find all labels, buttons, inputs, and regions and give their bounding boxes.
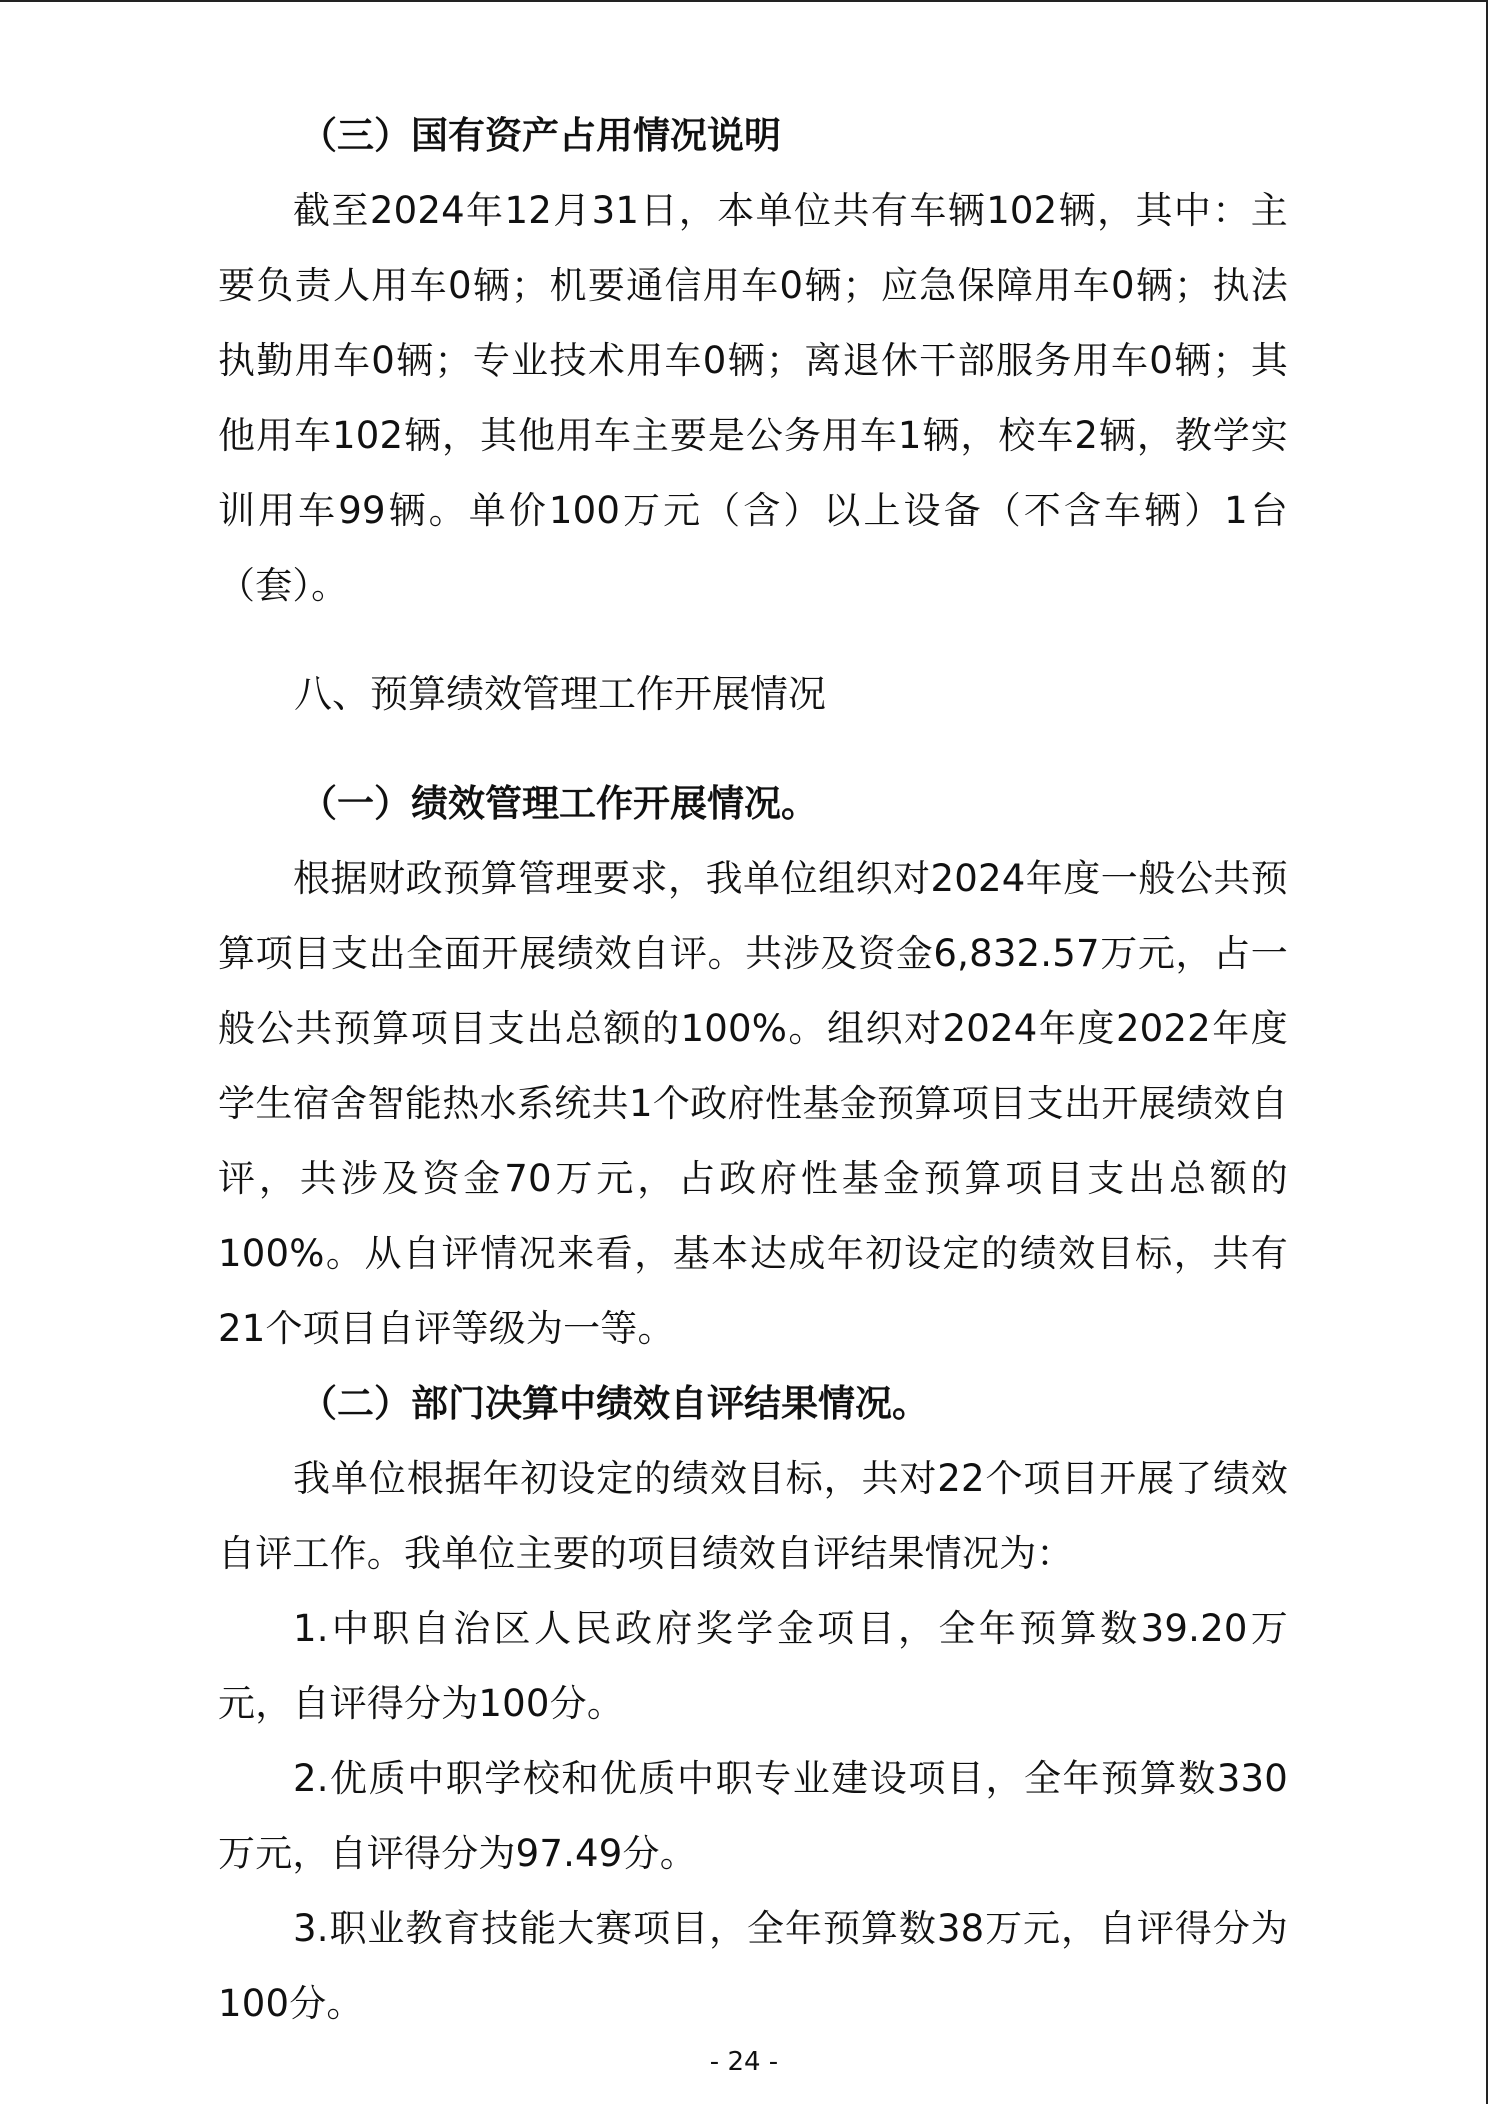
subsection-1-paragraph: 根据财政预算管理要求，我单位组织对2024年度一般公共预算项目支出全面开展绩效自评。共涉及资金6,832.57万元，占一般公共预算项目支出总额的100%。组织对2024年度2022年度学生宿舍智能热水系统共1个政府性基金预算项目支出开展绩效自评，共涉及资金70万元，占政府性基金预算项目支出总额的100%。从自评情况来看，基本达成年初设定的绩效目标，共有21个项目自评等级为一等。 — [218, 857, 1288, 1350]
subsection-1-heading: （一）绩效管理工作开展情况。 — [300, 782, 818, 825]
result-item-2: 2.优质中职学校和优质中职专业建设项目，全年预算数330万元，自评得分为97.49分。 — [218, 1757, 1288, 1875]
spacer — [218, 732, 1288, 766]
spacer — [218, 623, 1288, 657]
subsection-2-paragraph: 我单位根据年初设定的绩效目标，共对22个项目开展了绩效自评工作。我单位主要的项目绩效自评结果情况为： — [218, 1457, 1288, 1575]
section-3-paragraph: 截至2024年12月31日，本单位共有车辆102辆，其中：主要负责人用车0辆；机要通信用车0辆；应急保障用车0辆；执法执勤用车0辆；专业技术用车0辆；离退休干部服务用车0辆；其他用车102辆，其他用车主要是公务用车1辆，校车2辆，教学实训用车99辆。单价100万元（含）以上设备（不含车辆）1台（套）。 — [218, 189, 1288, 607]
chapter-8-heading: 八、预算绩效管理工作开展情况 — [294, 672, 827, 716]
subsection-2-heading: （二）部门决算中绩效自评结果情况。 — [300, 1382, 929, 1425]
document-body — [218, 98, 1288, 2041]
page-number: - 24 - — [709, 2047, 779, 2077]
result-item-3: 3.职业教育技能大赛项目，全年预算数38万元，自评得分为100分。 — [218, 1907, 1288, 2025]
page-border-top — [0, 0, 1488, 2]
result-item-1: 1.中职自治区人民政府奖学金项目，全年预算数39.20万元，自评得分为100分。 — [218, 1607, 1288, 1725]
section-3-heading: （三）国有资产占用情况说明 — [300, 114, 781, 157]
